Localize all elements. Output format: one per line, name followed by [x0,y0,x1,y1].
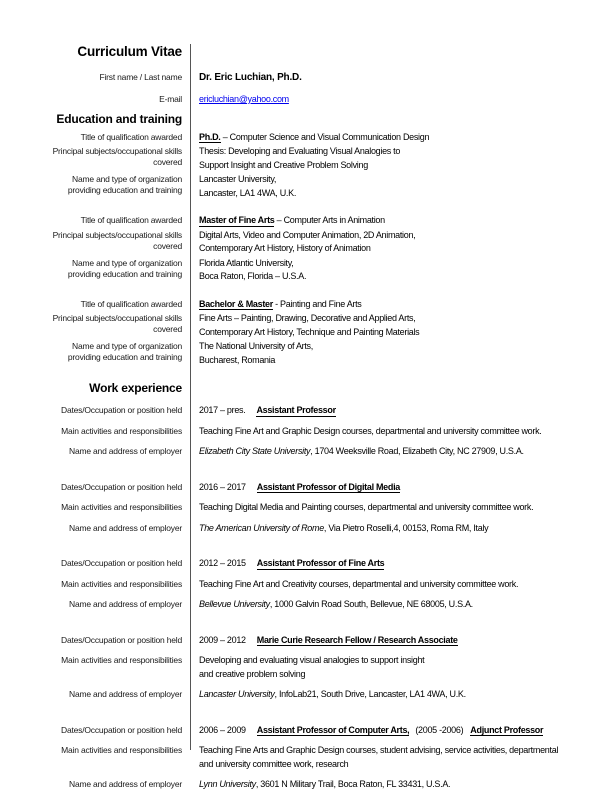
employer-value [190,598,602,612]
label-line: providing education and training [67,185,182,195]
email-link[interactable]: ericluchian@yahoo.com [199,94,289,104]
activities-line: and university committee work, research [199,758,349,769]
subjects-line: Contemporary Art History, History of Animation [199,243,371,253]
label-line: Name and type of organization [72,174,182,184]
organization-line: Bucharest, Romania [199,354,276,365]
label-line: Principal subjects/occupational skills [52,146,182,156]
subjects-value [190,312,602,339]
organization-value [190,257,602,284]
subjects-line: Thesis: Developing and Evaluating Visual Analogies to [199,146,401,156]
employer-label: Name and address of employer [69,779,182,789]
activities-value [190,501,602,515]
activities-line: Teaching Digital Media and Painting courses, departmental and university committee work. [199,502,534,512]
subjects-line: Digital Arts, Video and Computer Animation, 2D Animation, [199,229,416,240]
dates-position-value [190,557,602,571]
employer-value [190,778,602,792]
employer-address: , Via Pietro Roselli,4, 00153, Roma RM, Italy [323,522,489,533]
subjects-line: Support Insight and Creative Problem Solving [199,159,368,170]
email-value [190,93,602,107]
dates-range: 2009 – 2012 [199,634,246,645]
activities-line: Teaching Fine Arts and Graphic Design courses, student advising, service activities, departmental [199,745,559,755]
main-activities-label: Main activities and responsibilities [61,502,182,512]
employer-value [190,445,602,459]
work-entry [0,481,602,536]
organization-line: Lancaster University, [199,174,277,184]
employer-value [190,688,602,702]
organization-line: Florida Atlantic University, [199,257,294,268]
organization-label [0,173,190,196]
position-title: Assistant Professor of Digital Media [256,481,400,492]
column-divider [190,44,191,750]
label-line: Principal subjects/occupational skills [52,229,182,240]
activities-value [190,654,602,681]
dates-position-value [190,481,602,495]
employer-name: Lancaster University [199,689,275,699]
organization-line: The National University of Arts, [199,341,313,351]
position-title-secondary: Adjunct Professor [470,724,544,735]
employer-address: , 1000 Galvin Road South, Bellevue, NE 68005, U.S.A. [269,599,473,609]
principal-subjects-label [0,145,190,168]
activities-line: Teaching Fine Art and Creativity courses, departmental and university committee work. [199,578,519,589]
employer-address: , InfoLab21, South Drive, Lancaster, LA1 4WA, U.K. [274,689,466,699]
dates-range: 2006 – 2009 [199,724,246,735]
activities-value [190,578,602,592]
organization-value [190,340,602,367]
position-title: Marie Curie Research Fellow / Research Associate [256,634,458,645]
name-label: First name / Last name [99,72,182,82]
label-line: providing education and training [67,268,182,279]
dates-range-secondary: (2005 -2006) [415,724,464,735]
dates-position-value [190,724,602,738]
education-entry [0,298,602,368]
organization-label [0,340,190,363]
qualification-awarded-label: Title of qualification awarded [80,131,182,142]
main-activities-label: Main activities and responsibilities [61,655,182,665]
qualification-awarded-label: Title of qualification awarded [80,215,182,225]
subjects-value [190,145,602,172]
position-title: Assistant Professor of Computer Arts, [256,724,410,735]
employer-label: Name and address of employer [69,522,182,533]
label-line: Name and type of organization [72,257,182,268]
principal-subjects-label [0,312,190,335]
subjects-line: Fine Arts – Painting, Drawing, Decorative and Applied Arts, [199,313,416,323]
dates-position-label: Dates/Occupation or position held [61,405,182,415]
employer-label: Name and address of employer [69,446,182,456]
dates-range: 2017 – pres. [199,405,246,415]
employer-address: , 1704 Weeksville Road, Elizabeth City, NC 27909, U.S.A. [310,446,524,456]
page-title: Curriculum Vitae [77,44,182,59]
education-section-heading: Education and training [56,111,182,126]
activities-value [190,425,602,439]
work-section-heading: Work experience [89,381,182,395]
activities-line: Developing and evaluating visual analogies to support insight [199,655,425,665]
work-entry [0,557,602,612]
employer-address: , 3601 N Military Trail, Boca Raton, FL 33431, U.S.A. [255,779,451,789]
label-line: Name and type of organization [72,341,182,351]
qualification-awarded-label: Title of qualification awarded [80,298,182,309]
work-entry [0,724,602,792]
label-line: covered [153,157,182,167]
label-line: providing education and training [67,352,182,362]
employer-value [190,522,602,536]
employer-name: Elizabeth City State University [199,446,311,456]
position-title: Assistant Professor of Fine Arts [256,558,385,568]
employer-label: Name and address of employer [69,599,182,609]
degree-description: – Computer Science and Visual Communication Design [220,131,430,142]
qualification-value [190,298,602,312]
degree-name: Ph.D. [199,131,221,142]
label-line: covered [153,240,182,251]
dates-position-label: Dates/Occupation or position held [61,634,182,645]
work-entry [0,404,602,459]
degree-name: Master of Fine Arts [199,215,275,225]
degree-description: - Painting and Fine Arts [272,298,362,309]
activities-line: Teaching Fine Art and Graphic Design courses, departmental and university committee work. [199,425,542,436]
principal-subjects-label [0,229,190,252]
organization-line: Lancaster, LA1 4WA, U.K. [199,187,297,198]
qualification-value [190,131,602,145]
dates-range: 2012 – 2015 [199,558,246,568]
education-entry [0,214,602,284]
employer-name: Lynn University [199,779,256,789]
degree-name: Bachelor & Master [199,298,273,309]
label-line: Principal subjects/occupational skills [52,313,182,323]
dates-position-label: Dates/Occupation or position held [61,481,182,492]
main-activities-label: Main activities and responsibilities [61,745,182,755]
main-activities-label: Main activities and responsibilities [61,425,182,436]
full-name: Dr. Eric Luchian, Ph.D. [199,72,302,83]
position-title: Assistant Professor [256,405,336,415]
organization-line: Boca Raton, Florida – U.S.A. [199,271,307,281]
subjects-value [190,229,602,256]
employer-name: The American University of Rome [199,522,324,533]
degree-description: – Computer Arts in Animation [274,215,385,225]
education-entry [0,131,602,201]
dates-position-label: Dates/Occupation or position held [61,724,182,735]
employer-label: Name and address of employer [69,689,182,699]
email-label: E-mail [159,94,182,104]
organization-value [190,173,602,200]
work-entry [0,634,602,702]
employer-name: Bellevue University [199,599,270,609]
dates-range: 2016 – 2017 [199,481,246,492]
dates-position-value [190,634,602,648]
organization-label [0,257,190,280]
qualification-value [190,214,602,228]
dates-position-label: Dates/Occupation or position held [61,558,182,568]
dates-position-value [190,404,602,418]
activities-line: and creative problem solving [199,668,306,679]
activities-value [190,744,602,771]
label-line: covered [153,324,182,334]
subjects-line: Contemporary Art History, Technique and Painting Materials [199,326,420,337]
main-activities-label: Main activities and responsibilities [61,578,182,589]
